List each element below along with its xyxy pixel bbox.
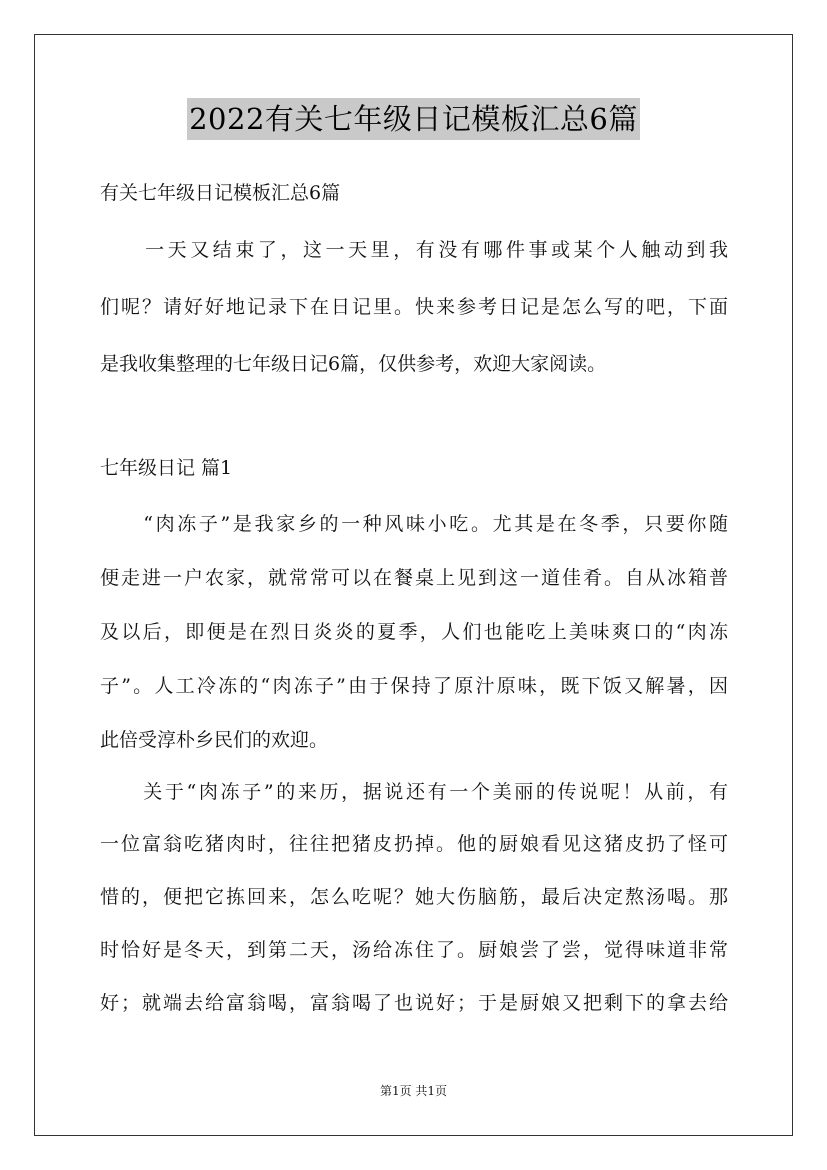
section-heading: 七年级日记 篇1 [100,457,233,479]
subtitle: 有关七年级日记模板汇总6篇 [100,182,341,204]
paragraph2-line-4: 时恰好是冬天，到第二天，汤给冻住了。厨娘尝了尝，觉得味道非常 [100,939,728,961]
intro-line-1: 一天又结束了，这一天里，有没有哪件事或某个人触动到我 [100,239,728,261]
document-title: 2022有关七年级日记模板汇总6篇 [187,98,640,140]
page-footer: 第1页 共1页 [379,1084,448,1098]
title-container [0,98,827,140]
paragraph2-line-2: 一位富翁吃猪肉时，往往把猪皮扔掉。他的厨娘看见这猪皮扔了怪可 [100,833,728,855]
paragraph2-line-5: 好；就端去给富翁喝，富翁喝了也说好；于是厨娘又把剩下的拿去给 [100,992,728,1014]
paragraph1-line-2: 便走进一户农家，就常常可以在餐桌上见到这一道佳肴。自从冰箱普 [100,567,728,589]
paragraph2-line-1: 关于“肉冻子”的来历，据说还有一个美丽的传说呢！从前，有 [100,781,728,803]
paragraph1-line-4: 子”。人工冷冻的“肉冻子”由于保持了原汁原味，既下饭又解暑，因 [100,675,728,697]
intro-line-3: 是我收集整理的七年级日记6篇，仅供参考，欢迎大家阅读。 [100,353,607,375]
paragraph1-line-1: “肉冻子”是我家乡的一种风味小吃。尤其是在冬季，只要你随 [100,513,728,535]
paragraph1-line-3: 及以后，即便是在烈日炎炎的夏季，人们也能吃上美味爽口的“肉冻 [100,621,728,643]
paragraph1-line-5: 此倍受淳朴乡民们的欢迎。 [100,729,329,751]
intro-line-2: 们呢？请好好地记录下在日记里。快来参考日记是怎么写的吧，下面 [100,296,728,318]
paragraph2-line-3: 惜的，便把它拣回来，怎么吃呢？她大伤脑筋，最后决定熬汤喝。那 [100,886,728,908]
